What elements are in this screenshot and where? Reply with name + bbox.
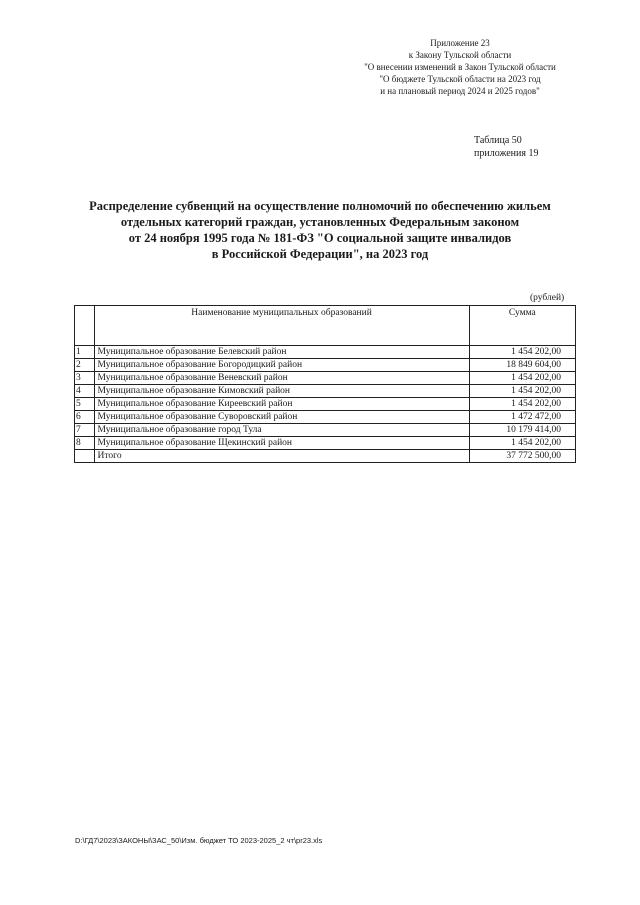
file-path-footer: D:\ГД7\2023\ЗАКОНЫ\ЗАС_50\Изм. бюджет ТО 2023-2025_2 чт\pr23.xls [75,836,323,845]
table-row [75,398,576,411]
row-name-cell: Муниципальное образование Щекинский район [94,437,469,450]
row-name-cell: Муниципальное образование Киреевский район [94,398,469,411]
title-line: от 24 ноября 1995 года № 181-ФЗ "О социальной защите инвалидов [128,231,512,245]
row-num-cell: 5 [75,398,95,411]
row-sum-cell: 18 849 604,00 [469,359,575,372]
row-sum-cell: 1 472 472,00 [469,411,575,424]
row-num-cell: 8 [75,437,95,450]
appendix-header [330,37,590,97]
title-line: отдельных категорий граждан, установленных Федеральным законом [120,215,520,229]
table-body [75,346,576,450]
table-ref-line: приложения 19 [474,148,539,159]
total-label-cell: Итого [94,450,469,463]
row-sum-cell: 1 454 202,00 [469,437,575,450]
header-name-cell: Наименование муниципальных образований [94,306,469,346]
header-num-cell [75,306,95,346]
row-sum-cell: 1 454 202,00 [469,385,575,398]
table-row [75,424,576,437]
title-line: в Российской Федерации", на 2023 год [211,247,429,261]
row-name-cell: Муниципальное образование Суворовский район [94,411,469,424]
appendix-line: к Закону Тульской области [408,50,512,60]
table-header-row [75,306,576,346]
appendix-line: и на плановый период 2024 и 2025 годов" [380,86,540,96]
title-line: Распределение субвенций на осуществление полномочий по обеспечению жильем [89,199,551,213]
row-num-cell: 3 [75,372,95,385]
appendix-line: "О внесении изменений в Закон Тульской области [364,62,556,72]
table-ref-line: Таблица 50 [474,135,522,146]
units-label: (рублей) [530,293,565,303]
total-row [75,450,576,463]
table-reference [474,134,538,160]
table-row [75,359,576,372]
row-sum-cell: 10 179 414,00 [469,424,575,437]
row-sum-cell: 1 454 202,00 [469,398,575,411]
table-row [75,411,576,424]
document-title [60,198,580,262]
row-name-cell: Муниципальное образование город Тула [94,424,469,437]
table-row [75,372,576,385]
table-row [75,385,576,398]
header-sum-cell: Сумма [469,306,575,346]
row-name-cell: Муниципальное образование Веневский район [94,372,469,385]
row-num-cell: 2 [75,359,95,372]
row-name-cell: Муниципальное образование Кимовский район [94,385,469,398]
appendix-line: Приложение 23 [430,38,490,48]
row-num-cell: 1 [75,346,95,359]
row-num-cell: 4 [75,385,95,398]
row-num-cell: 6 [75,411,95,424]
subvention-table [74,305,576,463]
appendix-line: "О бюджете Тульской области на 2023 год [379,74,541,84]
total-sum-cell: 37 772 500,00 [469,450,575,463]
row-sum-cell: 1 454 202,00 [469,372,575,385]
row-name-cell: Муниципальное образование Богородицкий район [94,359,469,372]
row-num-cell: 7 [75,424,95,437]
total-num-cell [75,450,95,463]
row-sum-cell: 1 454 202,00 [469,346,575,359]
table-row [75,346,576,359]
table-row [75,437,576,450]
row-name-cell: Муниципальное образование Белевский район [94,346,469,359]
